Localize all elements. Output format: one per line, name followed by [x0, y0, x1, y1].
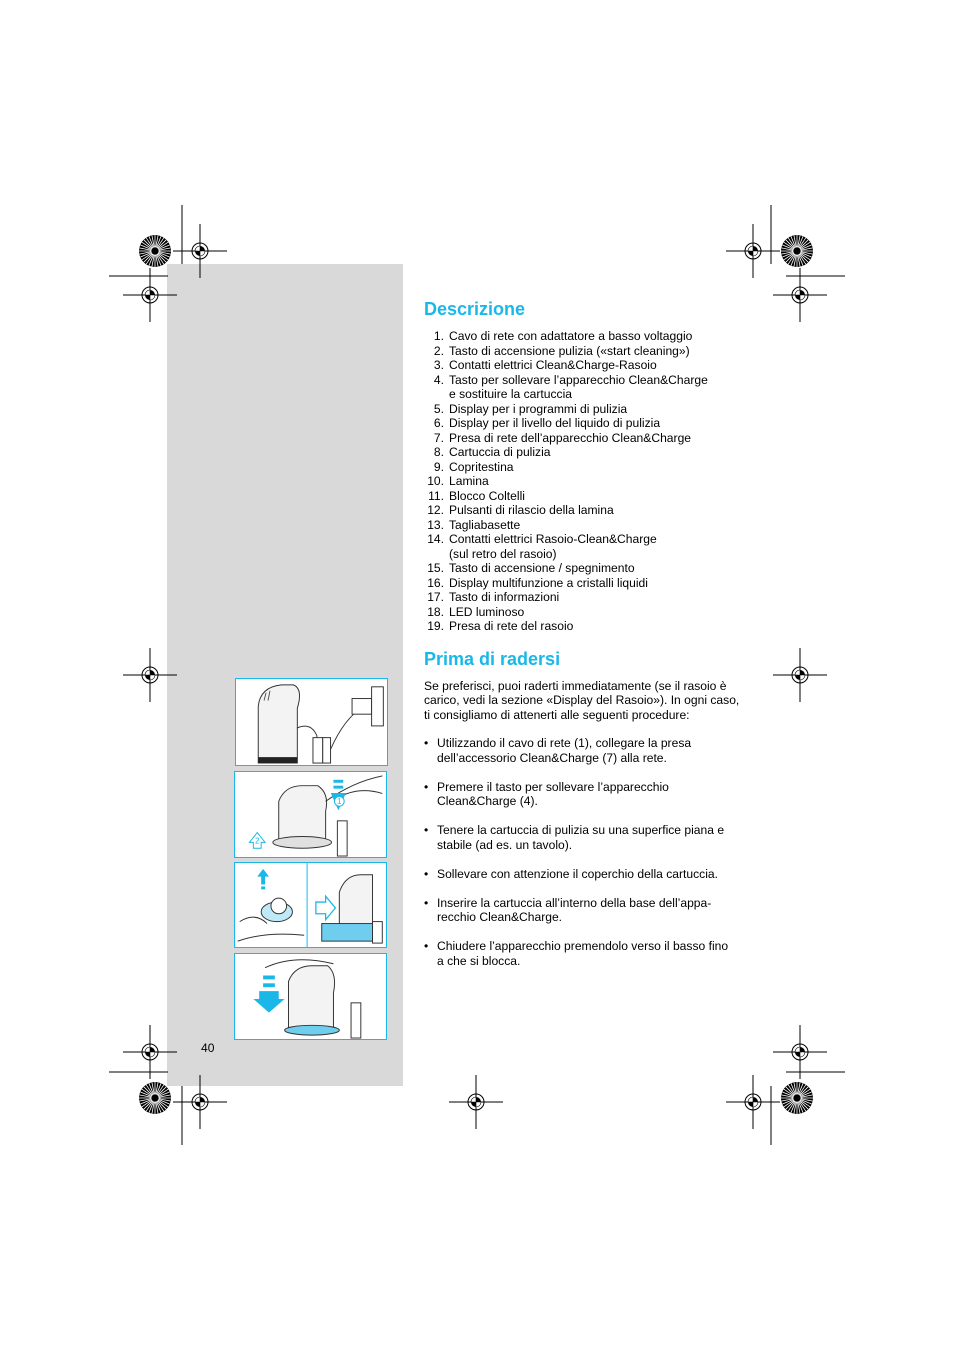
list-item-text: [449, 474, 764, 489]
list-item: [424, 605, 764, 620]
intro-line: Se preferisci, puoi raderti immediatamente (se il rasoio è: [424, 678, 727, 693]
bullet-icon: •: [424, 866, 429, 881]
list-item-text: [449, 576, 764, 591]
step-text: [437, 939, 764, 968]
list-item-text: [449, 561, 764, 576]
list-item-line: Tasto di accensione / spegnimento: [449, 561, 635, 575]
list-item: [424, 474, 764, 489]
list-item: [424, 344, 764, 359]
list-item-text: [449, 329, 764, 344]
step-line: Tenere la cartuccia di pulizia su una superfice piana e: [437, 823, 725, 837]
step-line: Clean&Charge (4).: [437, 794, 538, 808]
list-item: [424, 373, 764, 402]
step-line: Sollevare con attenzione il coperchio della cartuccia.: [437, 866, 719, 881]
list-item: [424, 518, 764, 533]
list-item-text: [449, 532, 764, 561]
list-item-number: 1.: [433, 329, 444, 343]
step-line: Inserire la cartuccia all’interno della base dell’appa-: [437, 895, 712, 910]
list-item-line: Tasto per sollevare l’apparecchio Clean&Charge: [449, 372, 708, 387]
list-item-number: 17.: [427, 590, 444, 604]
step-line: a che si blocca.: [437, 953, 521, 968]
list-item-line: Presa di rete del rasoio: [449, 619, 574, 633]
list-item-text: [449, 590, 764, 605]
list-item: [424, 329, 764, 344]
list-item-line: Lamina: [449, 474, 489, 488]
figure-plug-in: [235, 678, 388, 766]
list-item-line: Contatti elettrici Clean&Charge-Rasoio: [449, 358, 657, 372]
list-item-text: [449, 460, 764, 475]
step-line: recchio Clean&Charge.: [437, 910, 563, 924]
list-item-text: [449, 605, 764, 620]
list-item: [424, 503, 764, 518]
list-item-number: 19.: [427, 619, 444, 633]
list-item-number: 10.: [427, 474, 444, 488]
bullet-icon: •: [424, 779, 429, 794]
list-item: [424, 561, 764, 576]
list-item-line: (sul retro del rasoio): [449, 546, 557, 561]
bullet-icon: •: [424, 823, 429, 837]
list-item: [424, 460, 764, 475]
step-item: [424, 736, 764, 765]
fig-label-2: 2: [255, 836, 260, 846]
list-item-text: [449, 358, 764, 373]
list-item-text: [449, 431, 764, 446]
list-item-line: LED luminoso: [449, 604, 525, 619]
step-item: [424, 823, 764, 852]
list-item-text: [449, 619, 764, 634]
list-item-number: 8.: [433, 445, 444, 459]
list-item-number: 4.: [433, 372, 444, 387]
list-item: [424, 445, 764, 460]
list-item-line: Pulsanti di rilascio della lamina: [449, 503, 614, 517]
bullet-icon: •: [424, 939, 429, 953]
list-item-line: Presa di rete dell’apparecchio Clean&Charge: [449, 430, 692, 445]
list-item-line: Contatti elettrici Rasoio-Clean&Charge: [449, 532, 657, 546]
list-item-number: 16.: [427, 575, 444, 590]
list-item-text: [449, 416, 764, 431]
list-item: [424, 402, 764, 417]
list-item: [424, 590, 764, 605]
step-line: stabile (ad es. un tavolo).: [437, 837, 573, 852]
list-item-number: 11.: [428, 488, 444, 503]
step-text: [437, 736, 764, 765]
fig-label-1: 1: [337, 797, 342, 807]
list-item: [424, 431, 764, 446]
list-item-number: 3.: [433, 358, 444, 372]
section-title-prima: Prima di radersi: [424, 648, 561, 669]
step-item: [424, 867, 764, 882]
parts-list: [424, 329, 764, 634]
list-item: [424, 416, 764, 431]
step-text: [437, 780, 764, 809]
step-text: [437, 896, 764, 925]
list-item-text: [449, 445, 764, 460]
list-item-line: e sostituire la cartuccia: [449, 387, 573, 401]
list-item-line: Tagliabasette: [449, 517, 521, 532]
list-item-number: 5.: [433, 401, 444, 416]
list-item-line: Display multifunzione a cristalli liquidi: [449, 575, 648, 590]
figure-cartridge: [234, 862, 387, 948]
list-item-number: 9.: [433, 459, 444, 474]
intro-line: ti consigliamo di attenerti alle seguenti procedure:: [424, 707, 690, 722]
intro-line: carico, vedi la sezione «Display del Rasoio»). In ogni caso,: [424, 693, 740, 707]
list-item-number: 15.: [427, 561, 444, 575]
list-item-line: Tasto di informazioni: [449, 590, 560, 604]
bullet-icon: •: [424, 736, 429, 750]
step-item: [424, 939, 764, 968]
list-item-number: 18.: [427, 604, 444, 619]
list-item-line: Display per i programmi di pulizia: [449, 401, 628, 416]
list-item-number: 12.: [427, 503, 444, 517]
list-item: [424, 489, 764, 504]
list-item-number: 13.: [427, 517, 444, 532]
step-text: [437, 823, 764, 852]
steps-list: [424, 736, 764, 968]
list-item-text: [449, 344, 764, 359]
step-item: [424, 896, 764, 925]
list-item-text: [449, 373, 764, 402]
list-item: [424, 358, 764, 373]
list-item: [424, 619, 764, 634]
list-item-line: Cartuccia di pulizia: [449, 445, 551, 459]
main-content: [424, 298, 764, 983]
intro-paragraph: [424, 679, 764, 723]
list-item-text: [449, 518, 764, 533]
section-title-descrizione: Descrizione: [424, 299, 526, 319]
step-line: dell’accessorio Clean&Charge (7) alla rete.: [437, 750, 667, 765]
figure-close-down: [234, 953, 387, 1040]
list-item-line: Tasto di accensione pulizia («start cleaning»): [449, 343, 690, 358]
list-item-line: Display per il livello del liquido di pulizia: [449, 416, 661, 430]
list-item-text: [449, 503, 764, 518]
list-item-number: 6.: [433, 416, 444, 430]
list-item-number: 14.: [427, 532, 444, 546]
list-item-line: Blocco Coltelli: [449, 488, 525, 503]
figure-lift-button: [234, 771, 387, 858]
step-line: Utilizzando il cavo di rete (1), collegare la presa: [437, 736, 692, 750]
bullet-icon: •: [424, 895, 429, 910]
step-line: Premere il tasto per sollevare l’apparecchio: [437, 779, 669, 794]
step-line: Chiudere l’apparecchio premendolo verso il basso fino: [437, 939, 729, 953]
list-item: [424, 576, 764, 591]
list-item: [424, 532, 764, 561]
list-item-text: [449, 402, 764, 417]
list-item-line: Cavo di rete con adattatore a basso voltaggio: [449, 329, 693, 343]
list-item-text: [449, 489, 764, 504]
list-item-number: 2.: [433, 343, 444, 358]
step-text: [437, 867, 764, 882]
step-item: [424, 780, 764, 809]
page-number: 40: [201, 1041, 215, 1055]
list-item-number: 7.: [433, 430, 444, 445]
list-item-line: Copritestina: [449, 459, 514, 474]
